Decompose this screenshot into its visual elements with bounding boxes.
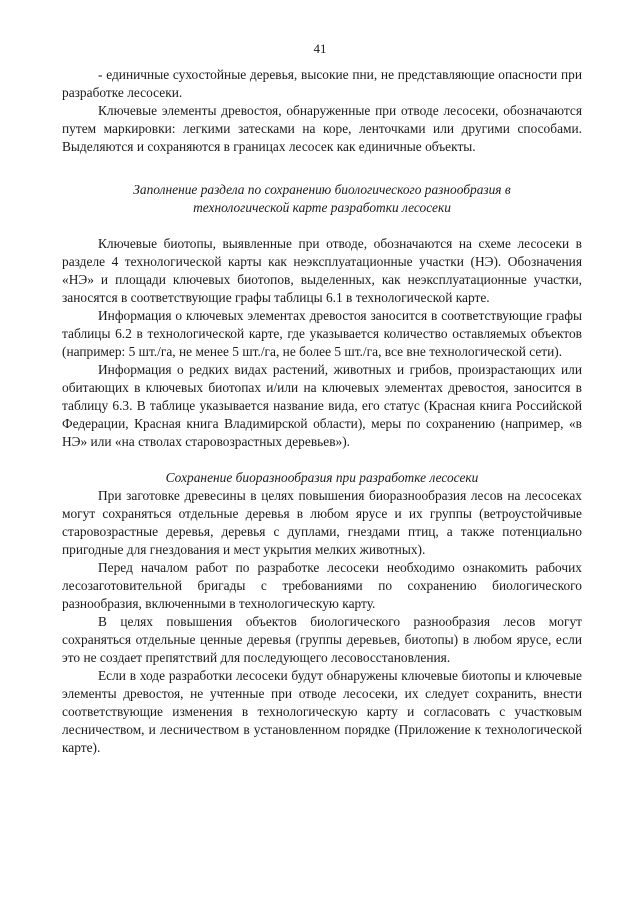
paragraph: Перед началом работ по разработке лесосеки необходимо ознакомить рабочих лесозаготовительной бригады с требованиями по сохранению биологического разнообразия, включенными в технологическую карту. bbox=[62, 560, 582, 611]
section-gap bbox=[62, 156, 582, 181]
paragraph: Ключевые элементы древостоя, обнаруженные при отводе лесосеки, обозначаются путем маркировки: легкими затесками на коре, ленточками или другими способами. Выделяются и сохраняются в границах лесосек как единичные объекты. bbox=[62, 103, 582, 154]
page-number: 41 bbox=[313, 41, 327, 56]
section-heading-filling bbox=[62, 181, 582, 217]
paragraph: - единичные сухостойные деревья, высокие пни, не представляющие опасности при разработке лесосеки. bbox=[62, 67, 582, 100]
section-heading-preservation: Сохранение биоразнообразия при разработке лесосеки bbox=[165, 470, 479, 485]
page-body bbox=[62, 66, 582, 757]
section-gap bbox=[62, 217, 582, 235]
section-gap bbox=[62, 451, 582, 469]
paragraph: В целях повышения объектов биологического разнообразия лесов могут сохраняться отдельные ценные деревья (группы деревьев, биотопы) в любом ярусе, если это не создает препятствий для последующего лесовосстановления. bbox=[62, 614, 582, 665]
paragraph: Информация о ключевых элементах древостоя заносится в соответствующие графы таблицы 6.2 в технологической карте, где указывается количество оставляемых объектов (например: 5 шт./га, не менее 5 шт./га, не более 5 шт./га, все вне технологической сети). bbox=[62, 308, 582, 359]
paragraph: Информация о редких видах растений, животных и грибов, произрастающих или обитающих в ключевых биотопах и/или на ключевых элементах древостоя, заносится в таблицу 6.3. В таблице указывается название вида, его статус (Красная книга Российской Федерации, Красная книга Владимирской области), меры по сохранению (например, «в НЭ» или «на стволах старовозрастных деревьев»). bbox=[62, 362, 582, 449]
paragraph: Ключевые биотопы, выявленные при отводе, обозначаются на схеме лесосеки в разделе 4 технологической карты как неэксплуатационные участки (НЭ). Обозначения «НЭ» и площади ключевых биотопов, выделенных, как неэксплуатационные участки, заносятся в соответствующие графы таблицы 6.1 в технологической карте. bbox=[62, 236, 582, 305]
paragraph: Если в ходе разработки лесосеки будут обнаружены ключевые биотопы и ключевые элементы древостоя, не учтенные при отводе лесосеки, их следует сохранить, внести соответствующие изменения в технологическую карту и согласовать с участковым лесничеством, и лесничеством в установленном порядке (Приложение к технологической карте). bbox=[62, 668, 582, 755]
paragraph: При заготовке древесины в целях повышения биоразнообразия лесов на лесосеках могут сохраняться отдельные деревья в любом ярусе и их группы (ветроустойчивые старовозрастные деревья, деревья с дуплами, гнездами птиц, а также потенциально пригодные для гнездования и мест укрытия мелких животных). bbox=[62, 488, 582, 557]
section-heading-line: Заполнение раздела по сохранению биологического разнообразия в bbox=[133, 182, 511, 197]
section-heading-line: технологической карте разработки лесосеки bbox=[193, 200, 451, 215]
